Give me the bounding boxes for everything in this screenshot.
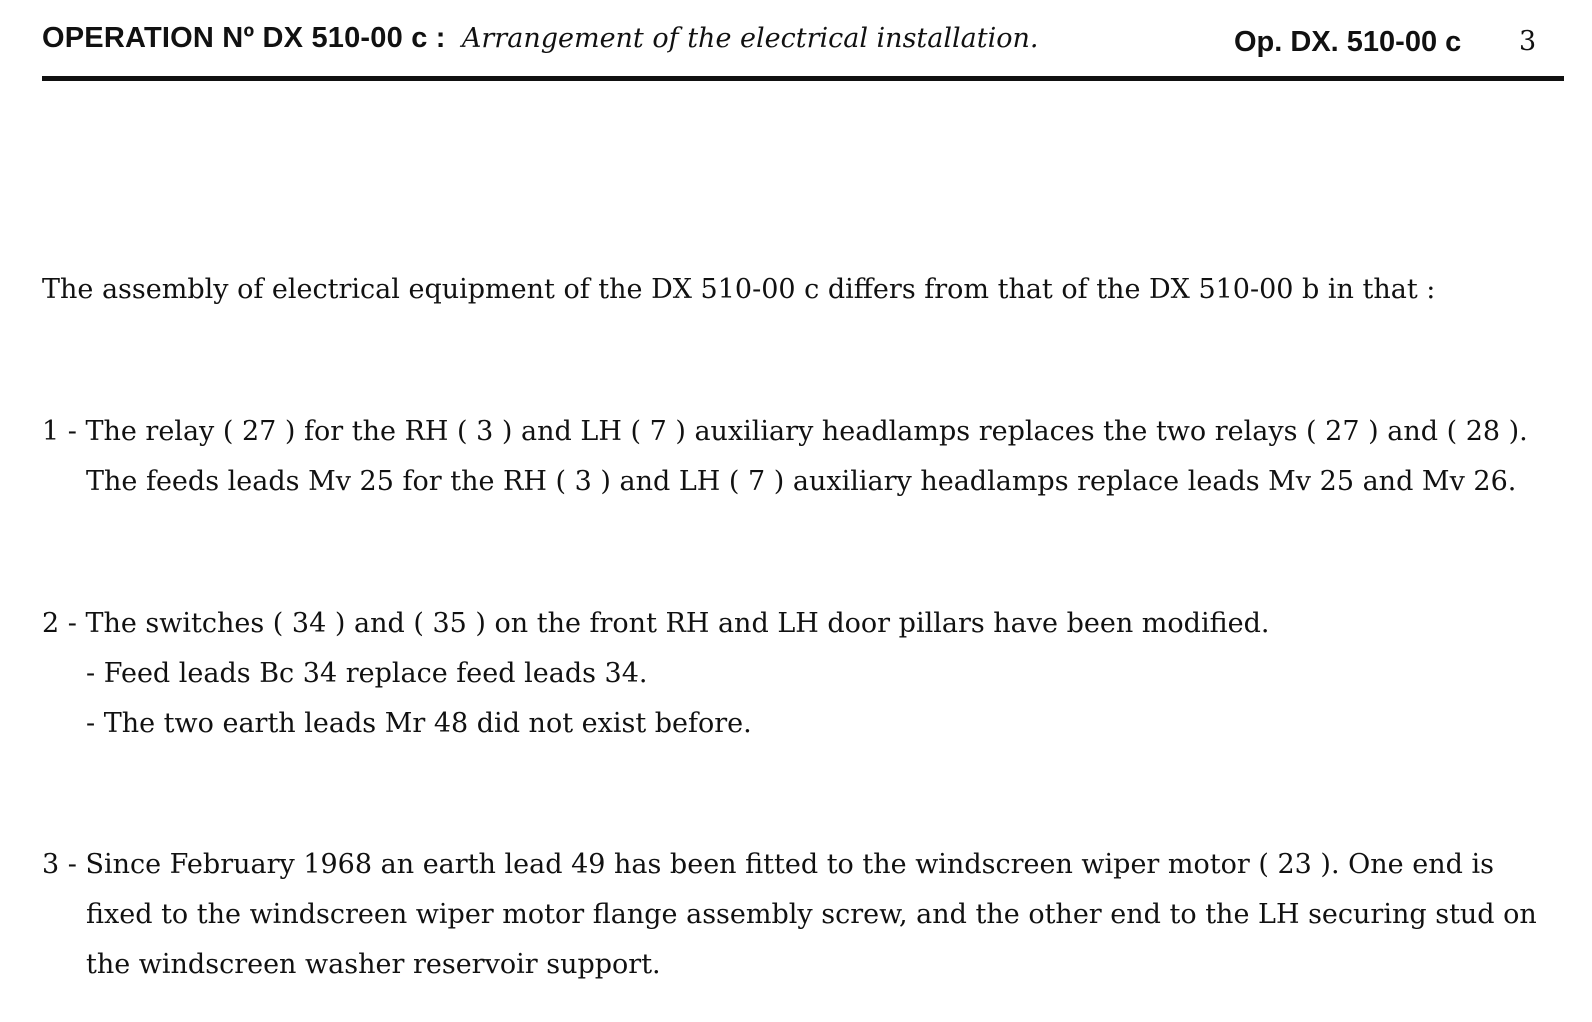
list-item-line: 2 - The switches ( 34 ) and ( 35 ) on the front RH and LH door pillars have been modified. xyxy=(42,608,1270,639)
list-item-line: - The two earth leads Mr 48 did not exist before. xyxy=(86,708,752,739)
list-item-line: 3 - Since February 1968 an earth lead 49 has been fitted to the windscreen wiper motor ( 23 ). One end is xyxy=(42,849,1494,880)
list-item xyxy=(42,407,1572,507)
list-item-line: - Feed leads Bc 34 replace feed leads 34. xyxy=(86,658,648,689)
header-rule xyxy=(42,76,1564,81)
intro-paragraph: The assembly of electrical equipment of the DX 510-00 c differs from that of the DX 510-00 b in that : xyxy=(42,274,1436,305)
page-header xyxy=(42,22,1564,68)
operation-label: OPERATION Nº DX 510-00 c : xyxy=(42,22,454,54)
list-item xyxy=(42,599,1572,749)
page-number: 3 xyxy=(1519,26,1537,57)
list-item-line: The feeds leads Mv 25 for the RH ( 3 ) and LH ( 7 ) auxiliary headlamps replace leads Mv 25 and Mv 26. xyxy=(86,466,1517,497)
list-item-line: fixed to the windscreen wiper motor flange assembly screw, and the other end to the LH securing stud on xyxy=(86,899,1537,930)
list-item-line: 1 - The relay ( 27 ) for the RH ( 3 ) and LH ( 7 ) auxiliary headlamps replaces the two relays ( 27 ) and ( 28 ). xyxy=(42,416,1528,447)
list-item xyxy=(42,840,1572,990)
operation-subtitle: Arrangement of the electrical installation. xyxy=(461,23,1039,54)
list-item-line: the windscreen washer reservoir support. xyxy=(86,949,661,980)
operation-reference: Op. DX. 510-00 c xyxy=(1234,26,1462,58)
